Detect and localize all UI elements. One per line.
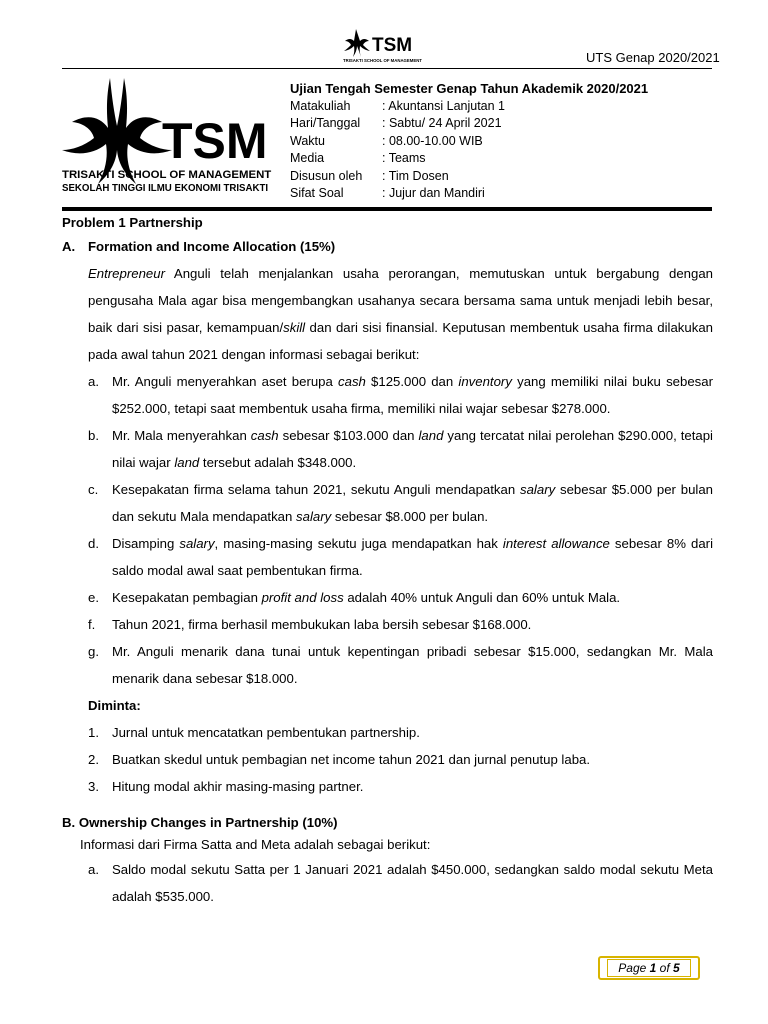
section-b-info: Informasi dari Firma Satta and Meta adalah sebagai berikut: (80, 837, 431, 852)
info-row (290, 185, 648, 203)
info-key: Sifat Soal (290, 186, 344, 200)
info-key: Waktu (290, 133, 325, 148)
info-key: Disusun oleh (290, 168, 363, 183)
task-text: Hitung modal akhir masing-masing partner. (112, 779, 364, 794)
task-item (62, 773, 713, 800)
info-row (290, 98, 648, 116)
info-row (290, 115, 648, 133)
item-marker: d. (88, 536, 99, 551)
task-marker: 1. (88, 725, 99, 740)
item-text: Tahun 2021, firma berhasil membukukan laba bersih sebesar $168.000. (112, 617, 532, 632)
task-item (62, 746, 713, 773)
header-divider (62, 207, 712, 211)
logo-big-line1: TRISAKTI SCHOOL OF MANAGEMENT (62, 169, 272, 181)
facts-list (62, 368, 713, 692)
task-marker: 3. (88, 779, 99, 794)
intro-text-1: Anguli telah menjalankan usaha perorangan, memutuskan untuk bergabung dengan pengusaha Mala agar bisa mengembangkan usahanya secara bersama sama untuk menjadi lebih besar, baik dari sisi pasar, kemampuan/ (88, 266, 713, 335)
exam-title: Ujian Tengah Semester Genap Tahun Akademik 2020/2021 (290, 81, 649, 96)
page-number: 1 (649, 961, 657, 975)
info-key: Matakuliah (290, 98, 351, 113)
intro-text-2: dan dari sisi finansial. Keputusan membentuk usaha firma dilakukan pada awal tahun 2021 dengan informasi sebagai berikut: (88, 320, 713, 362)
header-rule (62, 68, 712, 69)
item-marker: a. (88, 374, 99, 389)
list-item (62, 530, 713, 584)
info-value: : Teams (382, 151, 426, 165)
info-row (290, 133, 648, 151)
page-total: 5 (673, 961, 680, 975)
intro-skill: skill (283, 320, 306, 335)
document-body (62, 214, 713, 910)
tsm-logo-large (62, 78, 272, 200)
item-marker: f. (88, 617, 96, 632)
item-text: Kesepakatan firma selama tahun 2021, sekutu Anguli mendapatkan salary sebesar $5.000 per bulan dan sekutu Mala mendapatkan salary sebesar $8.000 per bulan. (112, 482, 714, 524)
item-text: Saldo modal sekutu Satta per 1 Januari 2021 adalah $450.000, sedangkan saldo modal sekutu Meta adalah $535.000. (112, 862, 713, 904)
page-indicator (598, 956, 700, 980)
info-value: : 08.00-10.00 WIB (382, 133, 483, 148)
logo-big-line2: SEKOLAH TINGGI ILMU EKONOMI TRISAKTI (62, 183, 269, 194)
item-marker: b. (88, 428, 99, 443)
list-item (62, 422, 713, 476)
list-item (62, 611, 713, 638)
logo-small-text: TSM (372, 35, 413, 56)
logo-small-sub: TRISAKTI SCHOOL OF MANAGEMENT (343, 58, 422, 63)
item-marker: a. (88, 862, 99, 877)
section-a-title: Formation and Income Allocation (15%) (88, 239, 336, 254)
exam-info (290, 80, 648, 203)
item-marker: g. (88, 644, 99, 659)
item-marker: e. (88, 590, 99, 605)
task-marker: 2. (88, 752, 99, 767)
page-indicator-inner (607, 959, 690, 977)
diminta-heading: Diminta: (88, 698, 141, 713)
uts-label: UTS Genap 2020/2021 (586, 50, 720, 65)
section-b-list (62, 856, 713, 910)
info-key: Media (290, 151, 325, 165)
info-value: : Sabtu/ 24 April 2021 (382, 116, 502, 130)
list-item (62, 856, 713, 910)
intro-italic: Entrepreneur (88, 266, 165, 281)
list-item (62, 368, 713, 422)
info-value: : Jujur dan Mandiri (382, 186, 485, 200)
task-item (62, 719, 713, 746)
item-text: Disamping salary, masing-masing sekutu juga mendapatkan hak interest allowance sebesar 8% dari saldo modal awal saat pembentukan firma. (112, 536, 714, 578)
item-text: Mr. Mala menyerahkan cash sebesar $103.000 dan land yang tercatat nilai perolehan $290.000, tetapi nilai wajar land tersebut adalah $348.000. (112, 428, 713, 470)
of-word: of (656, 961, 674, 975)
intro-paragraph (88, 260, 713, 368)
list-item (62, 584, 713, 611)
task-text: Buatkan skedul untuk pembagian net income tahun 2021 dan jurnal penutup laba. (112, 752, 591, 767)
info-value: : Akuntansi Lanjutan 1 (382, 98, 506, 113)
tsm-logo-small (342, 27, 432, 63)
item-text: Kesepakatan pembagian profit and loss adalah 40% untuk Anguli dan 60% untuk Mala. (112, 590, 621, 605)
item-text: Mr. Anguli menyerahkan aset berupa cash $125.000 dan inventory yang memiliki nilai buku sebesar $252.000, tetapi saat membentuk usaha firma, memiliki nilai wajar sebesar $278.000. (112, 374, 713, 416)
tasks-list (62, 719, 713, 800)
task-text: Jurnal untuk mencatatkan pembentukan partnership. (112, 725, 420, 740)
section-a-label: A. (62, 239, 76, 254)
item-marker: c. (88, 482, 99, 497)
section-b-title: B. Ownership Changes in Partnership (10%) (62, 815, 338, 830)
info-row (290, 150, 648, 168)
section-a-heading (62, 238, 713, 256)
problem-title: Problem 1 Partnership (62, 215, 203, 230)
info-value: : Tim Dosen (382, 168, 449, 183)
list-item (62, 476, 713, 530)
info-key: Hari/Tanggal (290, 116, 361, 130)
logo-big-text: TSM (162, 113, 268, 169)
item-text: Mr. Anguli menarik dana tunai untuk kepentingan pribadi sebesar $15.000, sedangkan Mr. Mala menarik dana sebesar $18.000. (112, 644, 713, 686)
list-item (62, 638, 713, 692)
info-row (290, 168, 648, 186)
page-word: Page (618, 961, 650, 975)
